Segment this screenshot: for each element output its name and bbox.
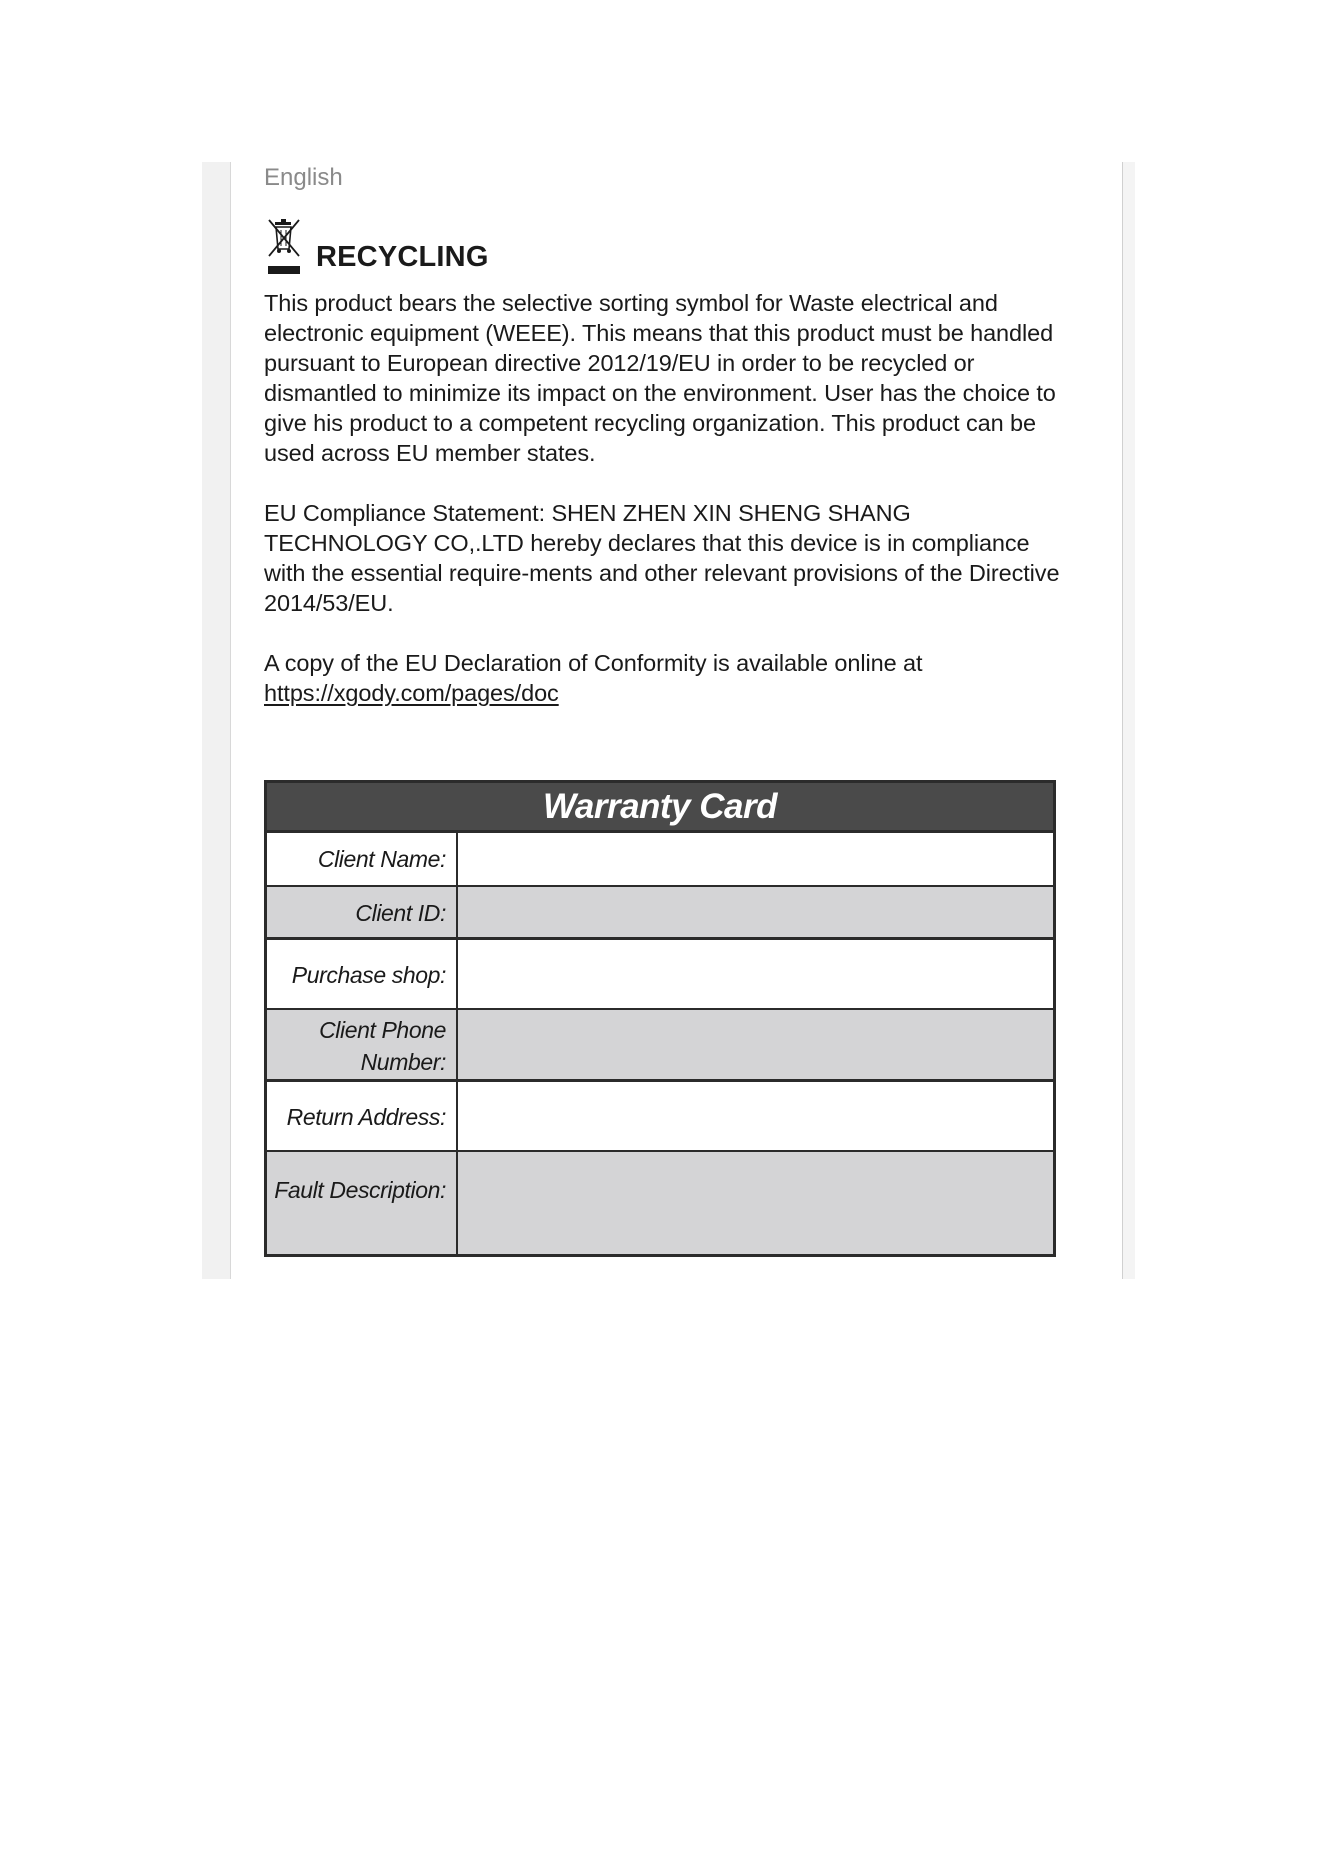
client-name-row: [267, 833, 1053, 885]
purchase-shop-label: Purchase shop:: [267, 940, 458, 1008]
warranty-card-title: Warranty Card: [267, 783, 1053, 833]
declaration-link[interactable]: https://xgody.com/pages/doc: [264, 680, 559, 706]
client-id-label: Client ID:: [267, 887, 458, 937]
compliance-statement: EU Compliance Statement: SHEN ZHEN XIN SHENG SHANG TECHNOLOGY CO,.LTD hereby declares that this device is in compliance with the essential require-ments and other relevant provisions of the Directive 2014/53/EU.: [264, 500, 1060, 616]
client-phone-label-line1: Client Phone: [319, 1017, 446, 1043]
client-phone-label-line2: Number:: [360, 1049, 446, 1075]
client-name-field[interactable]: [458, 833, 1053, 885]
page-frame-left: [202, 162, 231, 1279]
page-frame-right: [1122, 162, 1135, 1279]
fault-description-field[interactable]: [458, 1152, 1053, 1254]
warranty-card: [264, 780, 1056, 1257]
client-id-field[interactable]: [458, 887, 1053, 937]
declaration-text: A copy of the EU Declaration of Conformity is available online at: [264, 650, 923, 676]
return-address-label: Return Address:: [267, 1082, 458, 1150]
return-address-field[interactable]: [458, 1082, 1053, 1150]
declaration-paragraph: [264, 648, 1064, 708]
purchase-shop-field[interactable]: [458, 940, 1053, 1008]
recycling-title: RECYCLING: [316, 241, 489, 273]
purchase-shop-row: [267, 937, 1053, 1008]
client-name-label: Client Name:: [267, 833, 458, 885]
return-address-row: [267, 1079, 1053, 1150]
document-body: [264, 162, 1064, 708]
fault-description-label: Fault Description:: [267, 1152, 458, 1254]
language-label: English: [264, 164, 343, 191]
recycling-paragraph: This product bears the selective sorting symbol for Waste electrical and electronic equipment (WEEE). This means that this product must be handled pursuant to European directive 2012/19/EU in order to be recycled or dismantled to minimize its impact on the environment. User has the choice to give his product to a competent recycling organization. This product can be used across EU member states.: [264, 290, 1056, 466]
client-phone-field[interactable]: [458, 1010, 1053, 1079]
client-id-row: [267, 885, 1053, 937]
client-phone-row: [267, 1008, 1053, 1079]
fault-description-row: [267, 1150, 1053, 1254]
recycling-heading: [264, 216, 1064, 278]
crossed-out-wheelie-bin-icon: [264, 216, 304, 278]
client-phone-label: [267, 1010, 458, 1079]
